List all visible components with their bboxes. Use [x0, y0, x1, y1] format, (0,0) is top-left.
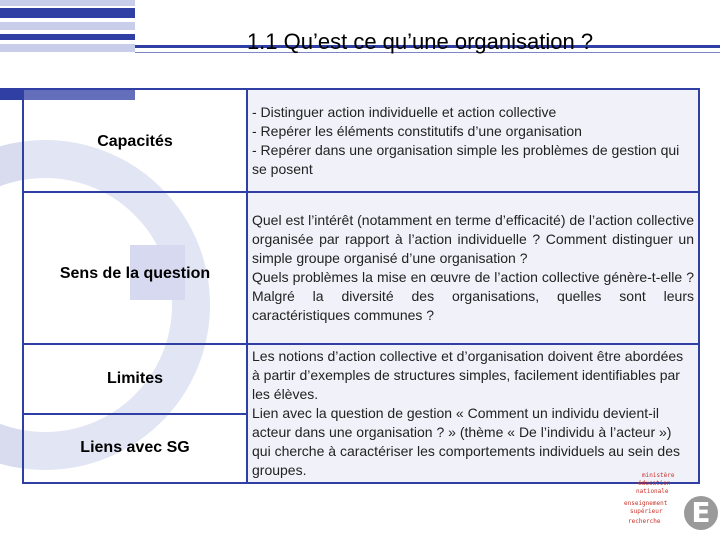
logo-word: enseignement — [624, 500, 668, 507]
decor-bar — [0, 8, 135, 18]
row-label-capacites: Capacités — [23, 89, 247, 192]
row-label-liens: Liens avec SG — [24, 413, 246, 483]
row-content-capacites — [247, 89, 699, 192]
table-row — [23, 192, 699, 344]
decor-bar — [0, 0, 135, 6]
ministry-logo — [620, 470, 720, 540]
row-content-sens — [247, 192, 699, 344]
table-row — [23, 344, 699, 483]
capacite-line: - Repérer dans une organisation simple les problèmes de gestion qui se posent — [252, 141, 680, 177]
limites-text: Les notions d’action collective et d’organisation doivent être abordées à partir d’exemples de structures simples, facilement identifiables par les élèves. — [252, 348, 684, 402]
page-title: 1.1 Qu’est ce qu’une organisation ? — [246, 28, 594, 54]
logo-word: ministère — [642, 472, 675, 479]
capacite-line: - Distinguer action individuelle et action collective — [252, 103, 557, 120]
label-split — [24, 345, 246, 482]
decor-bar — [0, 44, 135, 52]
row-label-sens: Sens de la question — [23, 192, 247, 344]
content-table — [22, 88, 700, 484]
logo-word: nationale — [636, 488, 669, 495]
decor-bar — [0, 22, 135, 30]
logo-e-icon: E — [684, 496, 718, 530]
liens-text: Lien avec la question de gestion « Comment un individu devient-il acteur dans une organisation ? » (thème « De l’individu à l’acteur ») qui cherche à caractériser les comportements individuels au sein des groupes. — [252, 405, 680, 478]
decor-bar — [0, 34, 135, 40]
logo-word: éducation — [638, 480, 671, 487]
row-label-group — [23, 344, 247, 483]
row-label-limites: Limites — [106, 369, 163, 387]
sens-paragraph: Quel est l’intérêt (notamment en terme d’efficacité) de l’action collective organisée par rapport à l’action individuelle ? Comment distinguer un simple groupe organisé d’une organisation ? — [252, 212, 694, 266]
logo-word: recherche — [628, 518, 661, 525]
logo-word: supérieur — [630, 508, 663, 515]
table-row — [23, 89, 699, 192]
sens-paragraph: Quels problèmes la mise en œuvre de l’action collective génère-t-elle ? Malgré la diversité des organisations, quelles sont leurs caractéristiques communes ? — [252, 269, 694, 323]
capacite-line: - Repérer les éléments constitutifs d’une organisation — [252, 122, 582, 139]
row-content-limites-liens — [247, 344, 699, 483]
